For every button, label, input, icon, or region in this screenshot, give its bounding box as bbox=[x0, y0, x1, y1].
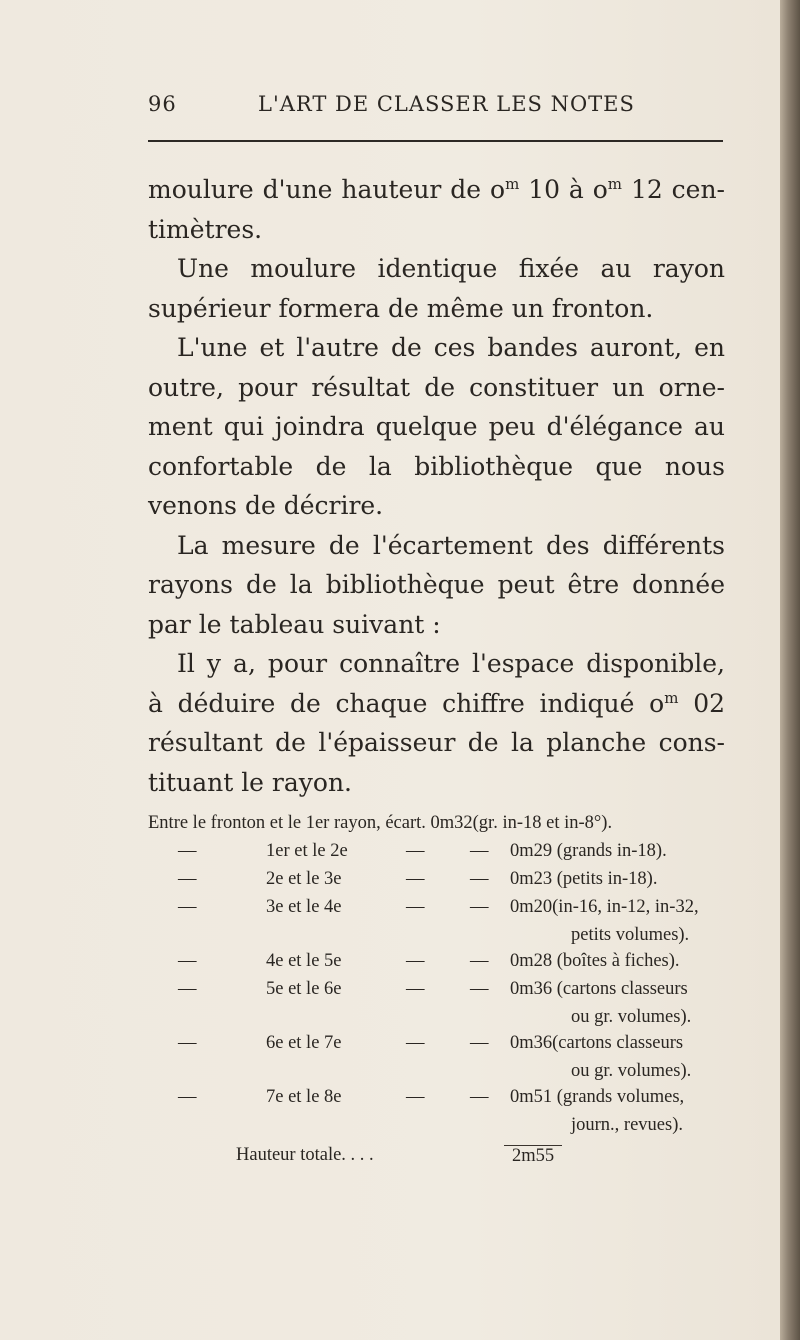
unit-superscript: m bbox=[505, 175, 520, 193]
page-edge bbox=[780, 0, 800, 1340]
body-text-run: L'une et l'autre de ces bandes auront, en bbox=[177, 333, 725, 362]
body-line bbox=[148, 447, 725, 487]
ditto-dash: — bbox=[406, 897, 425, 917]
body-text-run: supérieur formera de même un fronton. bbox=[148, 293, 654, 323]
ditto-dash: — bbox=[470, 951, 489, 971]
table-header-text: Entre le fronton et le 1er rayon, écart. 0m32(gr. in-18 et in-8°). bbox=[148, 813, 613, 833]
body-text-run: confortable de la bibliothèque que nous bbox=[148, 451, 725, 481]
table-row-continuation bbox=[148, 1007, 728, 1033]
table-row-continuation bbox=[148, 1061, 728, 1087]
ditto-dash: — bbox=[178, 979, 197, 999]
body-line bbox=[148, 170, 725, 210]
ditto-dash: — bbox=[406, 1087, 425, 1107]
table-total-row bbox=[148, 1145, 728, 1175]
table-row-continuation bbox=[148, 1115, 728, 1141]
running-header bbox=[148, 92, 723, 122]
table-row bbox=[148, 951, 728, 979]
table-row bbox=[148, 869, 728, 897]
body-line bbox=[148, 684, 725, 724]
total-value: 2m55 bbox=[504, 1145, 562, 1167]
ditto-dash: — bbox=[470, 841, 489, 861]
shelf-pair: 1er et le 2e bbox=[266, 841, 348, 861]
spacing-note-continued: journ., revues). bbox=[571, 1115, 683, 1135]
ditto-dash: — bbox=[178, 951, 197, 971]
body-text-run: timètres. bbox=[148, 214, 263, 244]
body-text-run: 10 à o bbox=[519, 175, 608, 204]
spacing-note-continued: petits volumes). bbox=[571, 925, 690, 945]
body-text-run: Il y a, pour connaître l'espace disponible, bbox=[177, 649, 725, 678]
spacing-value: 0m20(in-16, in-12, in-32, bbox=[510, 897, 699, 917]
body-text-run: Une moulure identique fixée au rayon bbox=[177, 254, 725, 283]
total-label: Hauteur totale. . . . bbox=[236, 1145, 374, 1165]
spacing-note-continued: ou gr. volumes). bbox=[571, 1007, 692, 1027]
body-line bbox=[148, 644, 725, 684]
body-text-run: La mesure de l'écartement des différents bbox=[177, 530, 725, 560]
ditto-dash: — bbox=[470, 1087, 489, 1107]
ditto-dash: — bbox=[178, 841, 197, 861]
shelf-pair: 7e et le 8e bbox=[266, 1087, 342, 1107]
body-line bbox=[148, 249, 725, 289]
ditto-dash: — bbox=[470, 869, 489, 889]
body-line bbox=[148, 486, 725, 526]
ditto-dash: — bbox=[470, 1033, 489, 1053]
spacing-value: 0m36 (cartons classeurs bbox=[510, 979, 688, 999]
ditto-dash: — bbox=[178, 1087, 197, 1107]
body-text-run: ment qui joindra quelque peu d'élégance au bbox=[148, 412, 725, 441]
body-text-run: 12 cen- bbox=[622, 175, 726, 204]
body-text-run: moulure d'une hauteur de o bbox=[148, 175, 506, 204]
table-row bbox=[148, 897, 728, 925]
unit-superscript: m bbox=[664, 688, 679, 707]
body-text-run: par le tableau suivant : bbox=[148, 609, 441, 639]
body-text-run: à déduire de chaque chiffre indiqué o bbox=[148, 688, 665, 718]
shelf-pair: 2e et le 3e bbox=[266, 869, 342, 889]
body-line bbox=[148, 289, 725, 329]
ditto-dash: — bbox=[178, 1033, 197, 1053]
ditto-dash: — bbox=[406, 979, 425, 999]
shelf-pair: 6e et le 7e bbox=[266, 1033, 342, 1053]
unit-superscript: m bbox=[607, 175, 623, 193]
ditto-dash: — bbox=[406, 869, 425, 889]
header-rule bbox=[148, 140, 723, 142]
ditto-dash: — bbox=[178, 897, 197, 917]
spacing-value: 0m23 (petits in-18). bbox=[510, 869, 658, 889]
shelf-pair: 4e et le 5e bbox=[266, 951, 342, 971]
body-text-run: outre, pour résultat de constituer un orne- bbox=[148, 372, 725, 402]
ditto-dash: — bbox=[178, 869, 197, 889]
body-text-run: rayons de la bibliothèque peut être donnée bbox=[148, 570, 725, 599]
body-text-run: tituant le rayon. bbox=[148, 767, 353, 797]
body-line bbox=[148, 368, 725, 408]
shelf-pair: 3e et le 4e bbox=[266, 897, 342, 917]
table-row bbox=[148, 1033, 728, 1061]
ditto-dash: — bbox=[470, 979, 489, 999]
table-header-row bbox=[148, 813, 728, 841]
spacing-value: 0m36(cartons classeurs bbox=[510, 1033, 684, 1053]
table-row-continuation bbox=[148, 925, 728, 951]
ditto-dash: — bbox=[470, 897, 489, 917]
body-text bbox=[148, 170, 725, 802]
page-number: 96 bbox=[148, 92, 177, 116]
body-text-run: résultant de l'épaisseur de la planche cons- bbox=[148, 728, 725, 757]
spacing-value: 0m28 (boîtes à fiches). bbox=[510, 951, 680, 971]
table-row bbox=[148, 841, 728, 869]
body-line bbox=[148, 210, 725, 250]
table-row bbox=[148, 1087, 728, 1115]
spacing-note-continued: ou gr. volumes). bbox=[571, 1061, 692, 1081]
shelf-pair: 5e et le 6e bbox=[266, 979, 342, 999]
ditto-dash: — bbox=[406, 841, 425, 861]
body-text-run: venons de décrire. bbox=[148, 491, 384, 520]
shelf-spacing-table bbox=[148, 813, 728, 1175]
spacing-value: 0m29 (grands in-18). bbox=[510, 841, 667, 861]
body-line bbox=[148, 605, 725, 645]
ditto-dash: — bbox=[406, 1033, 425, 1053]
body-line bbox=[148, 565, 725, 605]
body-text-run: 02 bbox=[678, 688, 725, 718]
body-line bbox=[148, 328, 725, 368]
body-line bbox=[148, 723, 725, 763]
ditto-dash: — bbox=[406, 951, 425, 971]
table-row bbox=[148, 979, 728, 1007]
body-line bbox=[148, 526, 725, 566]
body-line bbox=[148, 763, 725, 803]
running-title: L'ART DE CLASSER LES NOTES bbox=[258, 92, 635, 116]
body-line bbox=[148, 407, 725, 447]
spacing-value: 0m51 (grands volumes, bbox=[510, 1087, 685, 1107]
